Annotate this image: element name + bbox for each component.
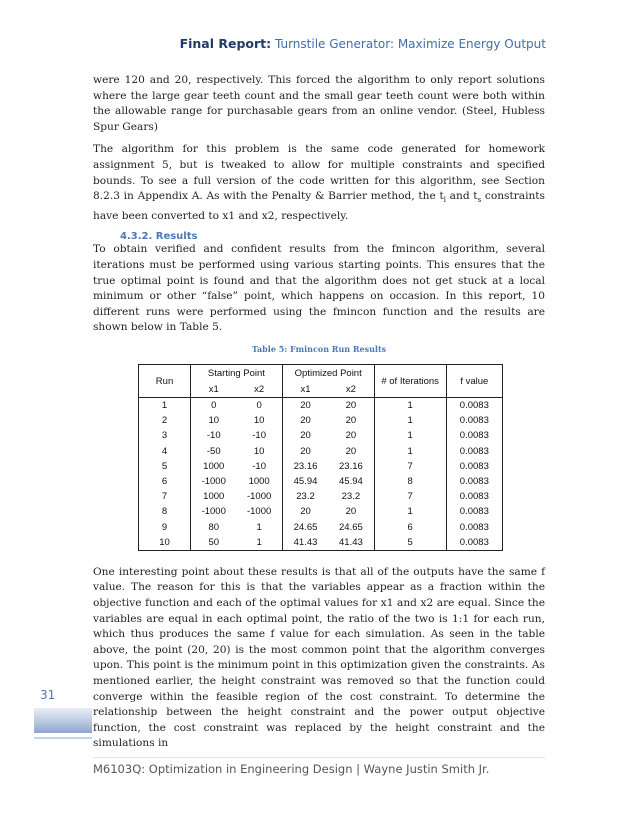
table-cell: -10 <box>252 460 266 472</box>
table-cell: 1000 <box>191 459 237 474</box>
table-cell: 1 <box>374 504 446 519</box>
paragraph-1: were 120 and 20, respectively. This forced the algorithm to only report solutions where the large gear teeth count and the small gear teeth count were both within the allowable range for purchasable gears from an online vendor. (Steel, Hubless Spur Gears) <box>93 74 545 133</box>
header-subtitle: Turnstile Generator: Maximize Energy Output <box>274 37 546 51</box>
table-cell: 10 <box>253 415 265 427</box>
table-cell: 0.0083 <box>446 474 502 489</box>
table-cell: 20 <box>345 445 357 457</box>
table-cell: 4 <box>139 444 191 459</box>
table-cell: 20 <box>282 398 328 414</box>
table-cell: 24.65 <box>339 521 363 533</box>
table-cell: 9 <box>139 520 191 535</box>
table-cell: -1000 <box>191 474 237 489</box>
table-cell: 20 <box>282 444 328 459</box>
table-cell: 0.0083 <box>446 535 502 551</box>
table-cell: 10 <box>139 535 191 551</box>
table-cell: 0 <box>256 400 262 412</box>
table-cell: 23.16 <box>339 460 363 472</box>
paragraph-2-text-b: and t <box>445 190 478 203</box>
paragraph-2 <box>93 142 545 224</box>
header-title: Final Report: <box>179 36 272 51</box>
table-cell: -1000 <box>191 504 237 519</box>
table-cell: 0.0083 <box>446 520 502 535</box>
table-cell: 10 <box>191 413 237 428</box>
table-cell: -1000 <box>246 491 272 503</box>
table-cell: 80 <box>191 520 237 535</box>
table-row <box>139 398 503 414</box>
table-row <box>139 428 503 443</box>
table-row <box>139 444 503 459</box>
table-cell: 5 <box>139 459 191 474</box>
paragraph-3: To obtain verified and confident results from the fmincon algorithm, several iterations must be performed using various starting points. This ensures that the true optimal point is found and that the algorithm does not get stuck at a local minimum or other “false” point, which happens on occasion. In this report, 10 different runs were performed using the fmincon function and the results are shown below in Table 5. <box>93 243 545 334</box>
table-cell: 0.0083 <box>446 398 502 414</box>
table-cell: 1 <box>236 535 282 551</box>
table-cell: 24.65 <box>282 520 328 535</box>
table-row <box>139 459 503 474</box>
header-iterations: # of Iterations <box>374 365 446 398</box>
table-cell: 1 <box>256 521 262 533</box>
table-cell: 1 <box>374 428 446 443</box>
footer-divider <box>93 757 545 758</box>
table-cell: 5 <box>374 535 446 551</box>
table-cell: 1 <box>374 413 446 428</box>
page-footer: M6103Q: Optimization in Engineering Design | Wayne Justin Smith Jr. <box>93 762 490 776</box>
table-cell: 0.0083 <box>446 413 502 428</box>
paragraph-2-text-a: The algorithm for this problem is the same code generated for homework assignment 5, but is tweaked to allow for multiple constraints and specified bounds. To see a full version of the code written for this algorithm, see Section 8.2.3 in Appendix A. As with the Penalty & Barrier method, the t <box>93 143 545 203</box>
header-opt-x1: x1 <box>282 381 328 398</box>
table-cell: 8 <box>139 504 191 519</box>
header-opt-x2: x2 <box>328 381 374 398</box>
table-cell: 1 <box>374 444 446 459</box>
table-cell: 20 <box>282 504 328 519</box>
table-cell: 41.43 <box>282 535 328 551</box>
table-cell: 1000 <box>248 476 270 488</box>
page-number-decoration <box>34 708 92 733</box>
table-cell: 41.43 <box>328 535 374 551</box>
header-f-value: f value <box>446 365 502 398</box>
page-content <box>93 73 545 759</box>
decoration-line <box>34 737 92 739</box>
table-cell: 20 <box>282 428 328 443</box>
table-cell: 6 <box>374 520 446 535</box>
table-cell: 7 <box>374 489 446 504</box>
table-cell: 10 <box>253 445 265 457</box>
table-cell: 0.0083 <box>446 444 502 459</box>
running-header <box>180 36 546 51</box>
header-optimized-point: Optimized Point <box>282 365 374 382</box>
header-starting-point: Starting Point <box>191 365 283 382</box>
table-row <box>139 504 503 519</box>
table-cell: -10 <box>191 428 237 443</box>
table-cell: 0 <box>191 398 237 414</box>
table-cell: -10 <box>252 430 266 442</box>
subscript-s: s <box>477 196 482 205</box>
table-cell: 0.0083 <box>446 459 502 474</box>
table-cell: 45.94 <box>339 476 363 488</box>
table-cell: 20 <box>345 430 357 442</box>
header-start-x1: x1 <box>191 381 237 398</box>
paragraph-2-text-c: constraints have been converted to x1 and x2, respectively. <box>93 190 545 222</box>
table-cell: 20 <box>345 415 357 427</box>
table-cell: 20 <box>282 413 328 428</box>
table-cell: 20 <box>345 506 357 518</box>
table-cell: 0.0083 <box>446 428 502 443</box>
table-cell: 50 <box>191 535 237 551</box>
table-cell: 23.2 <box>282 489 328 504</box>
table-row <box>139 489 503 504</box>
table-header-row-1 <box>139 365 503 382</box>
table-caption: Table 5: Fmincon Run Results <box>251 344 387 355</box>
table-cell: 1 <box>139 398 191 414</box>
header-start-x2: x2 <box>236 381 282 398</box>
table-cell: 2 <box>139 413 191 428</box>
table-cell: 3 <box>139 428 191 443</box>
table-cell: 7 <box>374 459 446 474</box>
table-cell: 1000 <box>191 489 237 504</box>
subscript-l: l <box>443 196 446 205</box>
table-row <box>139 520 503 535</box>
table-cell: 45.94 <box>282 474 328 489</box>
page-number: 31 <box>40 688 56 702</box>
table-row <box>139 413 503 428</box>
table-cell: 23.2 <box>341 491 361 503</box>
paragraph-4: One interesting point about these results is that all of the outputs have the same f value. The reason for this is that the variables appear as a fraction within the objective function and each of the optimal values for x1 and x2 are equal. Since the variables are equal in each optimal point, the ratio of the two is 1:1 for each run, which thus produces the same f value for each simulation. As seen in the table above, the point (20, 20) is the most common point that the algorithm converges upon. This point is the minimum point in this optimization given the constraints. As mentioned earlier, the height constraint was removed so that the function could converge within the feasible region of the cost constraint. To determine the relationship between the height constraint and the power output objective function, the cost constraint was replaced by the height constraint and the simulations in <box>93 565 545 750</box>
table-cell: 0.0083 <box>446 489 502 504</box>
table-cell: 7 <box>139 489 191 504</box>
table-cell: 20 <box>345 400 357 412</box>
table-cell: 23.16 <box>282 459 328 474</box>
table-cell: 1 <box>374 398 446 414</box>
table-cell: 0.0083 <box>446 504 502 519</box>
section-heading: 4.3.2. Results <box>120 231 198 243</box>
table-row <box>139 474 503 489</box>
results-table <box>138 364 503 551</box>
table-cell: -50 <box>191 444 237 459</box>
table-row <box>139 535 503 551</box>
table-cell: 8 <box>374 474 446 489</box>
table-body <box>139 398 503 551</box>
header-run: Run <box>139 365 191 398</box>
table-cell: -1000 <box>246 506 272 518</box>
table-cell: 6 <box>139 474 191 489</box>
